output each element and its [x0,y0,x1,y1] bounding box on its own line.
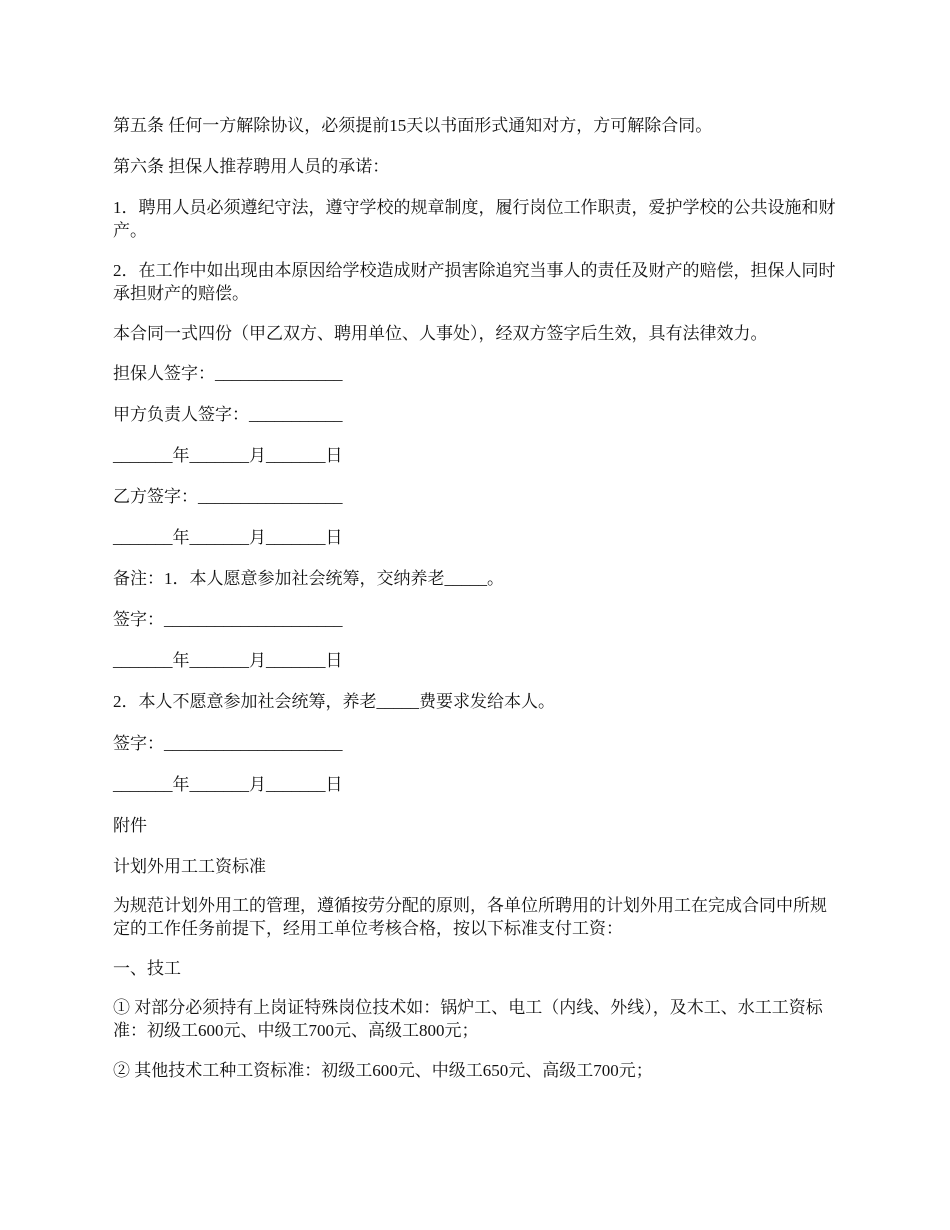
article-5: 第五条 任何一方解除协议，必须提前15天以书面形式通知对方，方可解除合同。 [113,116,713,135]
wage-item-2: ② 其他技术工种工资标准：初级工600元、中级工650元、高级工700元； [113,1061,653,1080]
wage-item-1: ① 对部分必须持有上岗证特殊岗位技术如：锅炉工、电工（内线、外线），及木工、水工工资标准：初级工600元、中级工700元、高级工800元； [113,998,823,1040]
party-b-signature: 乙方签字：_________________ [113,487,343,506]
wage-intro: 为规范计划外用工的管理，遵循按劳分配的原则，各单位所聘用的计划外用工在完成合同中所规定的工作任务前提下，经用工单位考核合格，按以下标准支付工资： [113,896,827,938]
copies-clause: 本合同一式四份（甲乙双方、聘用单位、人事处），经双方签字后生效，具有法律效力。 [113,324,768,343]
date-line: _______年_______月_______日 [113,528,343,547]
note-2: 2．本人不愿意参加社会统筹，养老_____费要求发给本人。 [113,692,555,711]
commitment-item-2: 2．在工作中如出现由本原因给学校造成财产损害除追究当事人的责任及财产的赔偿，担保人同时承担财产的赔偿。 [113,261,836,303]
section-technician: 一、技工 [113,959,181,978]
signature-line: 签字：_____________________ [113,610,343,629]
guarantor-signature: 担保人签字：_______________ [113,364,343,383]
wage-standard-title: 计划外用工工资标准 [113,857,266,876]
party-a-signature: 甲方负责人签字：___________ [113,405,343,424]
attachment-heading: 附件 [113,816,147,835]
date-line: _______年_______月_______日 [113,446,343,465]
date-line: _______年_______月_______日 [113,775,343,794]
signature-line: 签字：_____________________ [113,734,343,753]
article-6: 第六条 担保人推荐聘用人员的承诺： [113,157,390,176]
commitment-item-1: 1．聘用人员必须遵纪守法，遵守学校的规章制度，履行岗位工作职责，爱护学校的公共设施和财产。 [113,198,836,240]
date-line: _______年_______月_______日 [113,651,343,670]
note-1: 备注：1．本人愿意参加社会统筹，交纳养老_____。 [113,569,504,588]
